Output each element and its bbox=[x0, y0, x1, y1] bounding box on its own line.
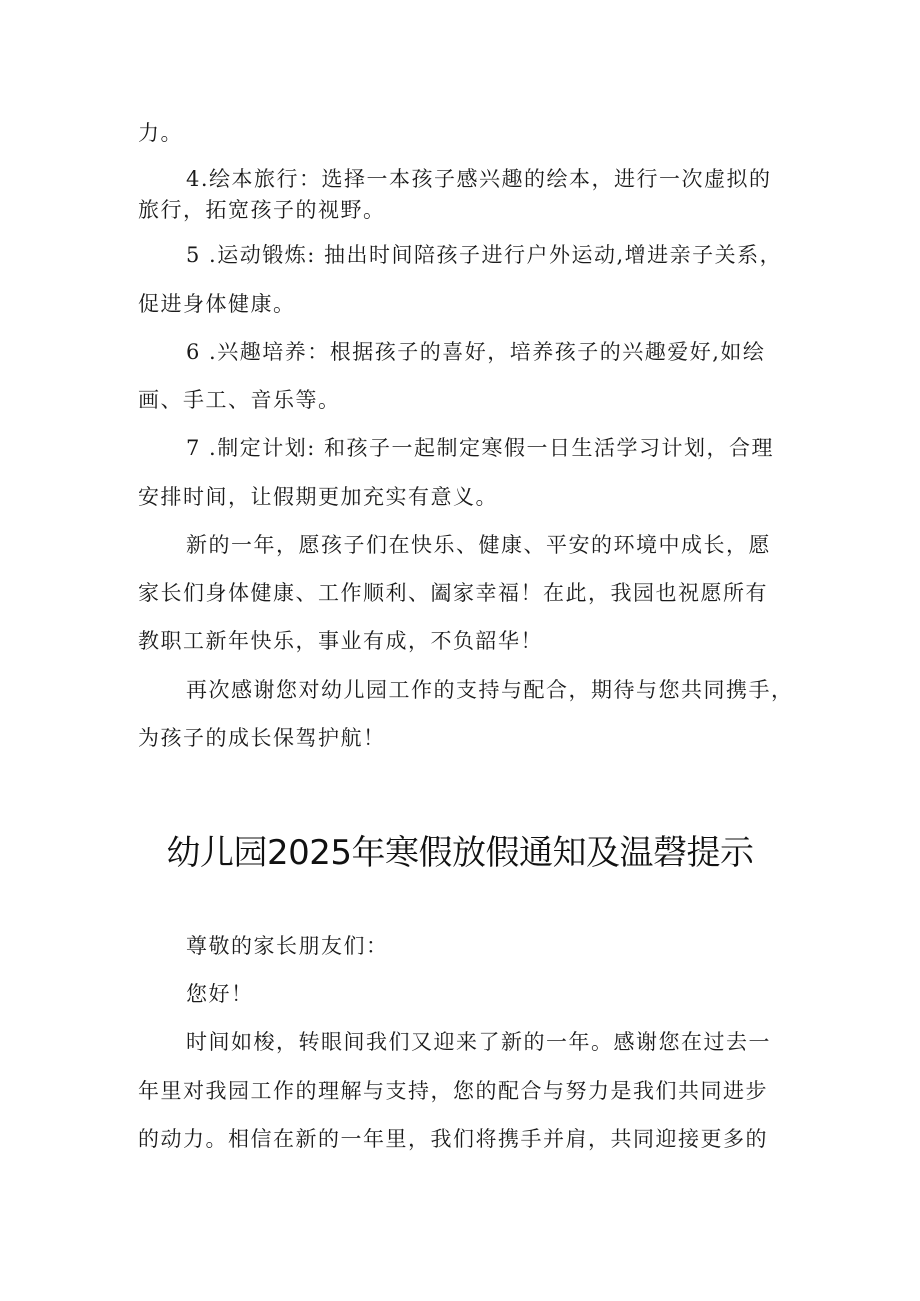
tip-4-line-2: 旅行，拓宽孩子的视野。 bbox=[138, 198, 386, 222]
continuation-text: 力。 bbox=[138, 121, 183, 145]
salutation: 尊敬的家长朋友们： bbox=[186, 934, 389, 958]
intro-line-3: 的动力。相信在新的一年里，我们将携手并肩，共同迎接更多的 bbox=[138, 1127, 768, 1151]
tip-7-line-2: 安排时间，让假期更加充实有意义。 bbox=[138, 485, 498, 509]
tip-5-line-1: 5 .运动锻炼: 抽出时间陪孩子进行户外运动,增进亲子关系， bbox=[186, 243, 783, 267]
document-title: 幼儿园2025年寒假放假通知及温磬提示 bbox=[166, 833, 754, 873]
tip-7-line-1: 7 .制定计划: 和孩子一起制定寒假一日生活学习计划，合理 bbox=[186, 436, 774, 460]
tip-6-line-1: 6 .兴趣培养：根据孩子的喜好，培养孩子的兴趣爱好,如绘 bbox=[186, 340, 766, 364]
intro-line-2: 年里对我园工作的理解与支持，您的配合与努力是我们共同进步 bbox=[138, 1079, 768, 1103]
wishes-line-1: 新的一年，愿孩子们在快乐、健康、平安的环境中成长，愿 bbox=[186, 533, 771, 557]
tip-5-line-2: 促进身体健康。 bbox=[138, 292, 296, 316]
thanks-line-2: 为孩子的成长保驾护航！ bbox=[138, 726, 386, 750]
tip-6-line-2: 画、手工、音乐等。 bbox=[138, 388, 341, 412]
tip-4-line-1: 4.绘本旅行：选择一本孩子感兴趣的绘本，进行一次虚拟的 bbox=[186, 167, 772, 191]
wishes-line-3: 教职工新年快乐，事业有成，不负韶华！ bbox=[138, 629, 543, 653]
intro-line-1: 时间如梭，转眼间我们又迎来了新的一年。感谢您在过去一 bbox=[186, 1030, 771, 1054]
greeting: 您好！ bbox=[186, 982, 254, 1006]
wishes-line-2: 家长们身体健康、工作顺利、阖家幸福！在此，我园也祝愿所有 bbox=[138, 581, 768, 605]
thanks-line-1: 再次感谢您对幼儿园工作的支持与配合，期待与您共同携手， bbox=[186, 678, 794, 702]
